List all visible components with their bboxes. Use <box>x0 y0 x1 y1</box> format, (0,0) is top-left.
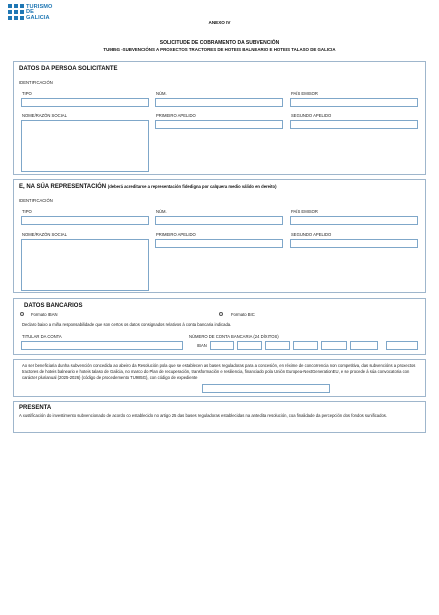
holder-field[interactable] <box>21 341 183 350</box>
tipo-field[interactable] <box>21 98 149 107</box>
pais-field[interactable] <box>290 216 418 225</box>
identification-label: IDENTIFICACIÓN <box>19 80 53 85</box>
nome-field[interactable] <box>21 120 149 172</box>
iban-radio[interactable] <box>20 312 24 316</box>
pais-field[interactable] <box>290 98 418 107</box>
section-title <box>19 184 277 190</box>
brand-line-1: TURISMO <box>26 4 53 10</box>
nome-field[interactable] <box>21 239 149 291</box>
bank-declaration: Declaro baixo a miña responsabilidade que son certos os datos consignados relativos á conta bancaria indicada. <box>22 322 232 327</box>
statement-section <box>13 359 426 397</box>
segundo-label: SEGUNDO APELIDO <box>291 232 332 237</box>
account-block-6[interactable] <box>386 341 418 350</box>
xunta-logo <box>8 4 24 20</box>
bank-section <box>13 298 426 355</box>
account-block-5[interactable] <box>350 341 378 350</box>
nome-label: NOME/RAZÓN SOCIAL <box>22 113 67 118</box>
pais-label: PAÍS EMISOR <box>291 209 318 214</box>
iban-option-label: Formato IBAN <box>31 312 58 317</box>
primeiro-field[interactable] <box>155 239 283 248</box>
form-title: SOLICITUDE DE COBRAMENTO DA SUBVENCIÓN <box>159 40 280 46</box>
presenta-section <box>13 401 426 433</box>
statement-text: Ao ser beneficiaria dunha subvención concedida ao abeiro da Resolución pola que se establecen as bases reguladoras para a concesión, en réxime de concorrencia non competitiva, das subvencións a proxectos tractores de hoteis balneario e hoteis talaso de Galicia, no marco do Plan de recuperación, transformación e resiliencia, financiado pola Unión Europea-NextGenerationEU, e se procede á súa convocatoria con carácter plurianual (2025-2026) (código de procedemento TU985G), con código de expediente <box>22 363 416 380</box>
iban-prefix-label: IBAN <box>197 343 207 348</box>
num-label: NÚM. <box>156 209 167 214</box>
section-note: (deberá acreditarse a representación fidedigna por calquera medio válido en dereito) <box>107 184 277 189</box>
applicant-section <box>13 61 426 175</box>
segundo-label: SEGUNDO APELIDO <box>291 113 332 118</box>
account-block-3[interactable] <box>293 341 318 350</box>
primeiro-field[interactable] <box>155 120 283 129</box>
annex-label: ANEXO IV <box>208 20 231 25</box>
num-field[interactable] <box>155 98 283 107</box>
account-number-label: NÚMERO DE CONTA BANCARIA (24 DÍXITOS) <box>189 334 279 339</box>
nome-label: NOME/RAZÓN SOCIAL <box>22 232 67 237</box>
pais-label: PAÍS EMISOR <box>291 91 318 96</box>
bic-option-label: Formato BIC <box>231 312 255 317</box>
primeiro-label: PRIMEIRO APELIDO <box>156 113 196 118</box>
iban-field[interactable] <box>210 341 234 350</box>
presenta-text: A xustificación do investimento subvencionado de acordo co establecido no artigo 25 das bases reguladoras establecidas na antedita resolución, coa finalidade da percepción dos fondos sunificados. <box>19 413 388 418</box>
num-label: NÚM. <box>156 91 167 96</box>
form-subtitle: TU985G -SUBVENCIÓNS A PROXECTOS TRACTORES DE HOTEIS BALNEARIO E HOTEIS TALASO DE GALICIA <box>103 47 336 52</box>
holder-label: TITULAR DA CONTA <box>22 334 62 339</box>
tipo-label: TIPO <box>22 209 32 214</box>
tipo-field[interactable] <box>21 216 149 225</box>
section-title-main: E, NA SÚA REPRESENTACIÓN <box>19 184 107 190</box>
account-block-1[interactable] <box>237 341 262 350</box>
brand-line-3: GALICIA <box>26 14 50 21</box>
primeiro-label: PRIMEIRO APELIDO <box>156 232 196 237</box>
representative-section <box>13 179 426 293</box>
segundo-field[interactable] <box>290 120 418 129</box>
section-title: DATOS DA PERSOA SOLICITANTE <box>19 66 118 72</box>
segundo-field[interactable] <box>290 239 418 248</box>
section-title: PRESENTA <box>19 405 52 411</box>
tipo-label: TIPO <box>22 91 32 96</box>
account-block-4[interactable] <box>321 341 347 350</box>
brand-line-2: DE <box>26 9 34 16</box>
brand-text <box>26 5 53 21</box>
section-title: DATOS BANCARIOS <box>24 303 83 309</box>
bic-radio[interactable] <box>219 312 223 316</box>
expediente-field[interactable] <box>202 384 330 393</box>
num-field[interactable] <box>155 216 283 225</box>
account-block-2[interactable] <box>265 341 290 350</box>
identification-label: IDENTIFICACIÓN <box>19 198 53 203</box>
